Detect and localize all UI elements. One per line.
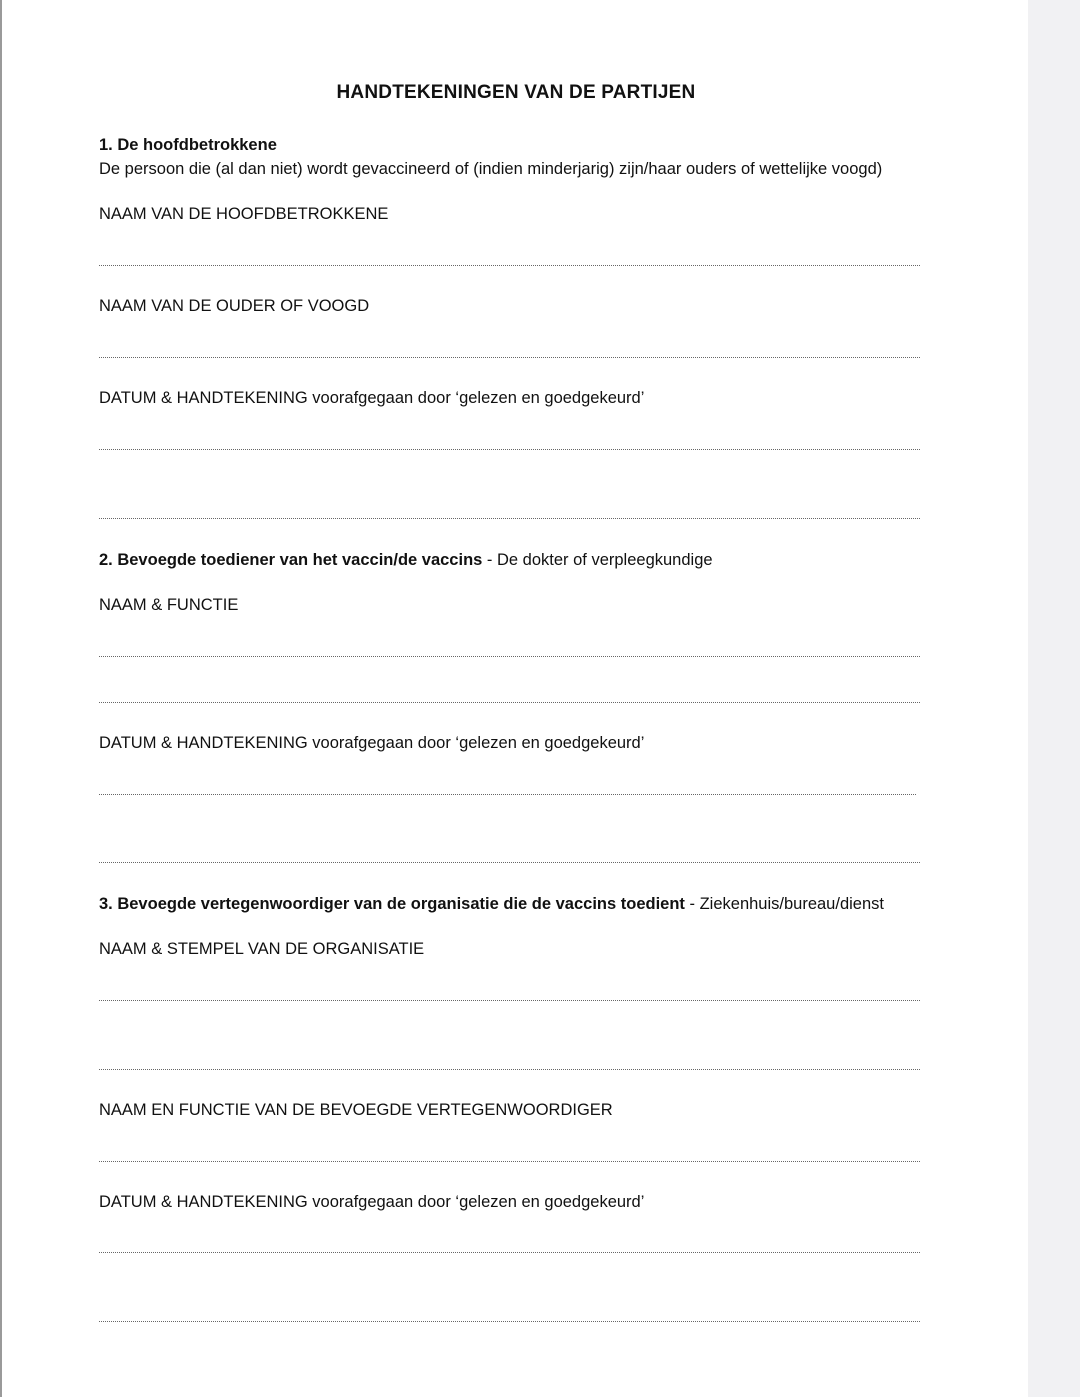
section-3-heading (99, 895, 884, 914)
signature-line[interactable] (99, 357, 920, 358)
signature-line[interactable] (99, 794, 916, 795)
field-label-bevoegde-vertegenwoordiger: NAAM EN FUNCTIE VAN DE BEVOEGDE VERTEGENWOORDIGER (99, 1101, 613, 1119)
field-label-ouder-voogd: NAAM VAN DE OUDER OF VOOGD (99, 297, 370, 315)
field-label-datum-handtekening-1: DATUM & HANDTEKENING voorafgegaan door ‘gelezen en goedgekeurd’ (99, 389, 645, 407)
section-3-heading-title: 3. Bevoegde vertegenwoordiger van de organisatie die de vaccins toedient (99, 895, 685, 913)
signature-line[interactable] (99, 449, 920, 450)
field-label-naam-stempel: NAAM & STEMPEL VAN DE ORGANISATIE (99, 940, 425, 958)
section-1-description: De persoon die (al dan niet) wordt gevaccineerd of (indien minderjarig) zijn/haar ouders of wettelijke voogd) (99, 160, 883, 178)
signature-line[interactable] (99, 265, 920, 266)
signature-line[interactable] (99, 1252, 920, 1253)
signature-line[interactable] (99, 1000, 920, 1001)
section-2-heading (99, 551, 713, 570)
signature-line[interactable] (99, 702, 920, 703)
signature-line[interactable] (99, 1321, 920, 1322)
section-2-heading-subtitle: - De dokter of verpleegkundige (482, 551, 713, 569)
signature-line[interactable] (99, 862, 920, 863)
signature-line[interactable] (99, 518, 920, 519)
section-1-heading: 1. De hoofdbetrokkene (99, 136, 277, 154)
signature-line[interactable] (99, 1161, 920, 1162)
section-3-heading-subtitle: - Ziekenhuis/bureau/dienst (684, 895, 884, 913)
page-title: HANDTEKENINGEN VAN DE PARTIJEN (336, 82, 696, 103)
field-label-hoofdbetrokkene: NAAM VAN DE HOOFDBETROKKENE (99, 205, 389, 223)
field-label-datum-handtekening-3: DATUM & HANDTEKENING voorafgegaan door ‘gelezen en goedgekeurd’ (99, 1193, 645, 1211)
field-label-naam-functie: NAAM & FUNCTIE (99, 596, 239, 614)
field-label-datum-handtekening-2: DATUM & HANDTEKENING voorafgegaan door ‘gelezen en goedgekeurd’ (99, 734, 645, 752)
signature-line[interactable] (99, 656, 920, 657)
section-2-heading-title: 2. Bevoegde toediener van het vaccin/de vaccins (99, 551, 483, 569)
signature-line[interactable] (99, 1069, 920, 1070)
